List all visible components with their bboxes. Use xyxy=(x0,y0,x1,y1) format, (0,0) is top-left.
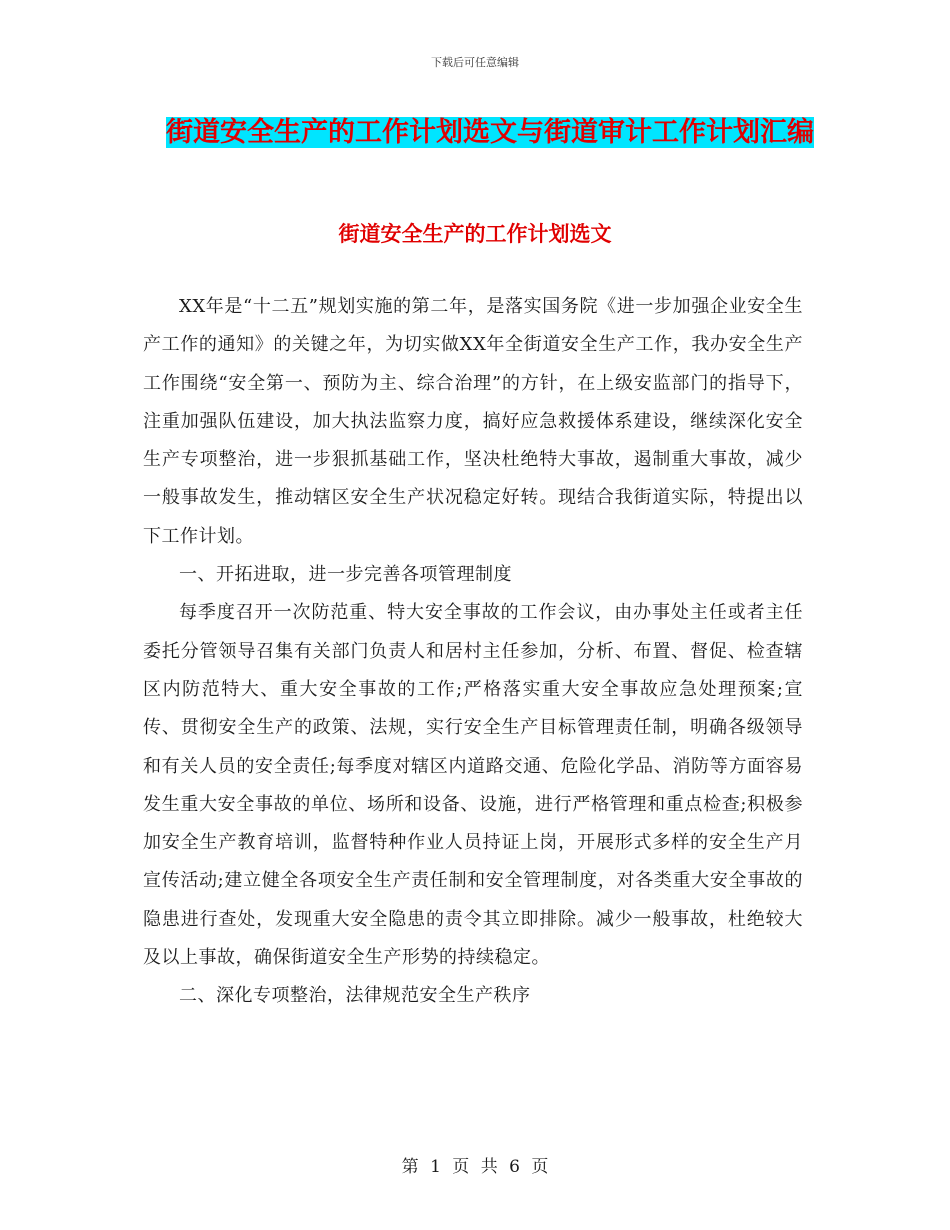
page-number: 第 1 页 共 6 页 xyxy=(401,1157,549,1177)
heading-item-1: 一、开拓进取，进一步完善各项管理制度 xyxy=(179,564,512,586)
paragraph-item-1: 每季度召开一次防范重、特大安全事故的工作会议，由办事处主任或者主任委托分管领导召集有关部门负责人和居村主任参加，分析、布置、督促、检查辖区内防范特大、重大安全事故的工作;严格落实重大安全事故应急处理预案;宣传、贯彻安全生产的政策、法规，实行安全生产目标管理责任制，明确各级领导和有关人员的安全责任;每季度对辖区内道路交通、危险化学品、消防等方面容易发生重大安全事故的单位、场所和设备、设施，进行严格管理和重点检查;积极参加安全生产教育培训，监督特种作业人员持证上岗，开展形式多样的安全生产月宣传活动;建立健全各项安全生产责任制和安全管理制度，对各类重大安全事故的隐患进行查处，发现重大安全隐患的责令其立即排除。减少一般事故，杜绝较大及以上事故，确保街道安全生产形势的持续稳定。 xyxy=(143,602,803,969)
document-body xyxy=(143,288,803,1016)
section-title: 街道安全生产的工作计划选文 xyxy=(338,222,612,246)
document-title xyxy=(150,108,830,158)
heading-item-2: 二、深化专项整治，法律规范安全生产秩序 xyxy=(179,985,531,1007)
paragraph-intro: XX年是“十二五”规划实施的第二年，是落实国务院《进一步加强企业安全生产工作的通知》的关键之年，为切实做XX年全街道安全生产工作，我办安全生产工作围绕“安全第一、预防为主、综合治理”的方针，在上级安监部门的指导下，注重加强队伍建设，加大执法监察力度，搞好应急救援体系建设，继续深化安全生产专项整治，进一步狠抓基础工作，坚决杜绝特大事故，遏制重大事故，减少一般事故发生，推动辖区安全生产状况稳定好转。现结合我街道实际，特提出以下工作计划。 xyxy=(143,296,803,547)
header-note: 下载后可任意编辑 xyxy=(431,56,519,69)
document-title-text: 街道安全生产的工作计划选文与街道审计工作计划汇编 xyxy=(166,117,814,148)
